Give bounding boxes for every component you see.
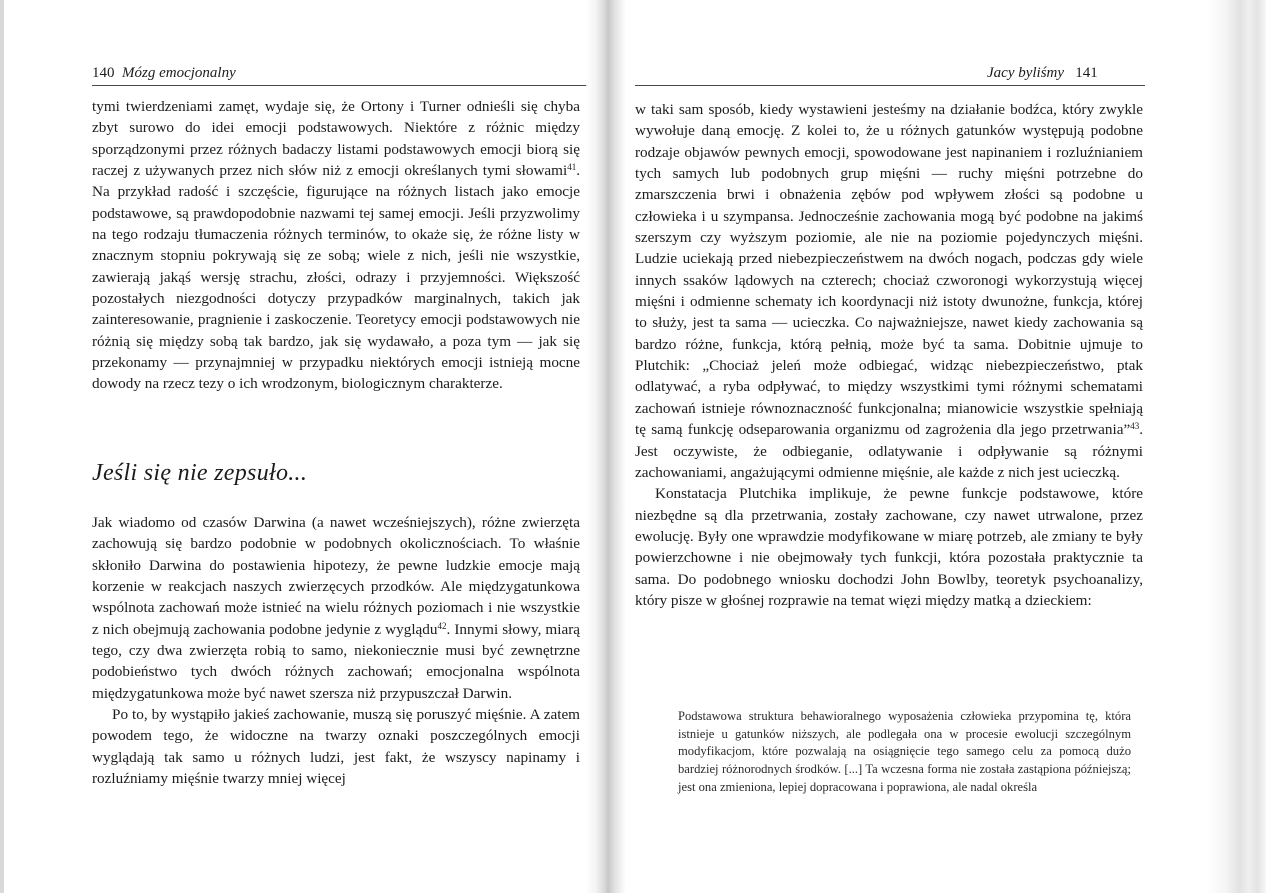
right-paragraph-1-text-a: w taki sam sposób, kiedy wystawieni jesteśmy na działanie bodźca, który zwykle wywołuje daną emocję. Z kolei to, że u różnych gatunków występują podobne rodzaje objawów pewnych emocji, spowodowane jest napinaniem i rozluźnianiem tych samych lub podobnych grup mięśni — ruchy mięśni potrzebne do zmarszczenia brwi i obnażenia zębów pod wpływem złości są podobne u człowieka i u szympansa. Jednocześnie zachowania mogą być podobne na jakimś szerszym czy wyższym poziomie, ale nie na poziomie pojedynczych mięśni. Ludzie uciekają przed niebezpieczeństwem na dwóch nogach, podczas gdy wiele innych ssaków lądowych na czterech; chociaż czworonogi wykorzystują więcej mięśni i odmienne schematy ich koordynacji niż istoty dwunożne, funkcja, której to służy, jest ta sama — ucieczka. Co najważniejsze, nawet kiedy zachowania są bardzo różne, funkcja, którą pełnią, może być ta sama. Dobitnie ujmuje to Plutchik: „Chociaż jeleń może odbiegać, widząc niebezpieczeństwo, ptak odlatywać, a ryba odpływać, to między wszystkimi tymi różnymi schematami zachowań istnieje równoznaczność funkcjonalna; mianowicie wszystkie spełniają tę samą funkcję odseparowania organizmu od zagrożenia dla jego przetrwania” bbox=[635, 101, 1143, 439]
left-paragraph-1-text-b: . Na przykład radość i szczęście, figurujące na różnych listach jako emocje podstawowe, są prawdopodobnie nazwami tej samej emocji. Jeśli przyzwolimy na tego rodzaju tłumaczenia różnych terminów, to okaże się, że różne listy w znacznym stopniu pokrywają się ze sobą; wiele z nich, jeśli nie wszystkie, zawierają jakąś wersję strachu, złości, odrazy i przyjemności. Większość pozostałych niezgodności dotyczy przypadków marginalnych, takich jak zainteresowanie, pragnienie i zaskoczenie. Teoretycy emocji podstawowych nie różnią się między sobą tak bardzo, jak się wydawało, a poza tym — jak się przekonamy — przynajmniej w przypadku niektórych emocji istnieją mocne dowody na rzecz tezy o ich wrodzonym, biologicznym charakterze. bbox=[92, 162, 580, 393]
right-running-title: Jacy byliśmy bbox=[987, 65, 1065, 81]
section-heading: Jeśli się nie zepsuło... bbox=[92, 460, 308, 486]
right-header-rule bbox=[635, 85, 1145, 86]
left-page-number: 140 bbox=[92, 65, 115, 81]
right-page bbox=[600, 0, 1266, 893]
left-paragraph-1-text-a: tymi twierdzeniami zamęt, wydaje się, że Ortony i Turner odnieśli się chyba zbyt surowo do idei emocji podstawowych. Niektóre z różnic między sporządzonymi przez różnych badaczy listami podstawowych emocji biorą się raczej z używanych przez nich słów niż z emocji określanych tymi słowami bbox=[92, 98, 580, 180]
left-paragraph-1 bbox=[92, 96, 580, 395]
left-paragraph-2-text-a: Jak wiadomo od czasów Darwina (a nawet wcześniejszych), różne zwierzęta zachowują się bardzo podobnie w podobnych okolicznościach. To właśnie skłoniło Darwina do postawienia hipotezy, że pewne ludzkie emocje mają korzenie w reakcjach naszych zwierzęcych przodków. Ale międzygatunkowa wspólnota zachowań może istnieć na wielu różnych poziomach i nie wszystkie z nich obejmują zachowania podobne jedynie z wyglądu bbox=[92, 514, 580, 638]
footnote-ref-42: 42 bbox=[437, 620, 447, 631]
left-running-head bbox=[92, 64, 236, 82]
left-paragraphs-2-3 bbox=[92, 512, 580, 789]
block-quote: Podstawowa struktura behawioralnego wyposażenia człowieka przypomina tę, która istnieje u gatunków niższych, ale podlegała ona w procesie ewolucji szczególnym modyfikacjom, które pozwalają na osiągnięcie tego samego celu za pomocą dużo bardziej różnorodnych środków. [...] Ta wczesna forma nie została zastąpiona późniejszą; jest ona zmieniona, lepiej dopracowana i poprawiona, ale nadal określa bbox=[678, 709, 1131, 794]
right-paragraphs bbox=[635, 99, 1143, 611]
footnote-ref-43: 43 bbox=[1130, 421, 1140, 432]
right-running-head bbox=[987, 64, 1098, 82]
right-paragraph-2: Konstatacja Plutchika implikuje, że pewne funkcje podstawowe, które niezbędne są dla przetrwania, zostały zachowane, czy nawet utrwalone, przez ewolucję. Były one wprawdzie modyfikowane w miarę potrzeb, ale zmiany te były powierzchowne i nie obejmowały tych funkcji, która pozostała praktycznie ta sama. Do podobnego wniosku dochodzi John Bowlby, teoretyk psychoanalizy, który pisze w głośnej rozprawie na temat więzi między matką a dzieckiem: bbox=[635, 485, 1143, 609]
left-header-rule bbox=[92, 85, 588, 86]
left-paragraph-2-text-b: . Innymi słowy, miarą tego, czy dwa zwierzęta robią to samo, niekoniecznie musi być zewnętrzne podobieństwo tych dwóch różnych zachowań; emocjonalna wspólnota międzygatunkowa może być nawet szersza niż przypuszczał Darwin. bbox=[92, 620, 580, 702]
left-paragraph-3: Po to, by wystąpiło jakieś zachowanie, muszą się poruszyć mięśnie. A zatem powodem tego, że widoczne na twarzy oznaki poszczególnych emocji wyglądają tak samo u różnych ludzi, jest fakt, że wszyscy napinamy i rozluźniamy mięśnie twarzy mniej więcej bbox=[92, 706, 580, 788]
footnote-ref-41: 41 bbox=[567, 162, 577, 173]
right-paragraph-1-text-b: . Jest oczywiste, że odbieganie, odlatywanie i odpływanie są różnymi zachowaniami, angażującymi odmienne mięśnie, ale każde z nich jest ucieczką. bbox=[635, 421, 1143, 481]
left-page bbox=[0, 0, 600, 893]
page-edge-left bbox=[0, 0, 4, 893]
left-running-title: Mózg emocjonalny bbox=[122, 65, 236, 81]
right-page-number: 141 bbox=[1075, 65, 1098, 81]
page-edge-right bbox=[1208, 0, 1266, 893]
